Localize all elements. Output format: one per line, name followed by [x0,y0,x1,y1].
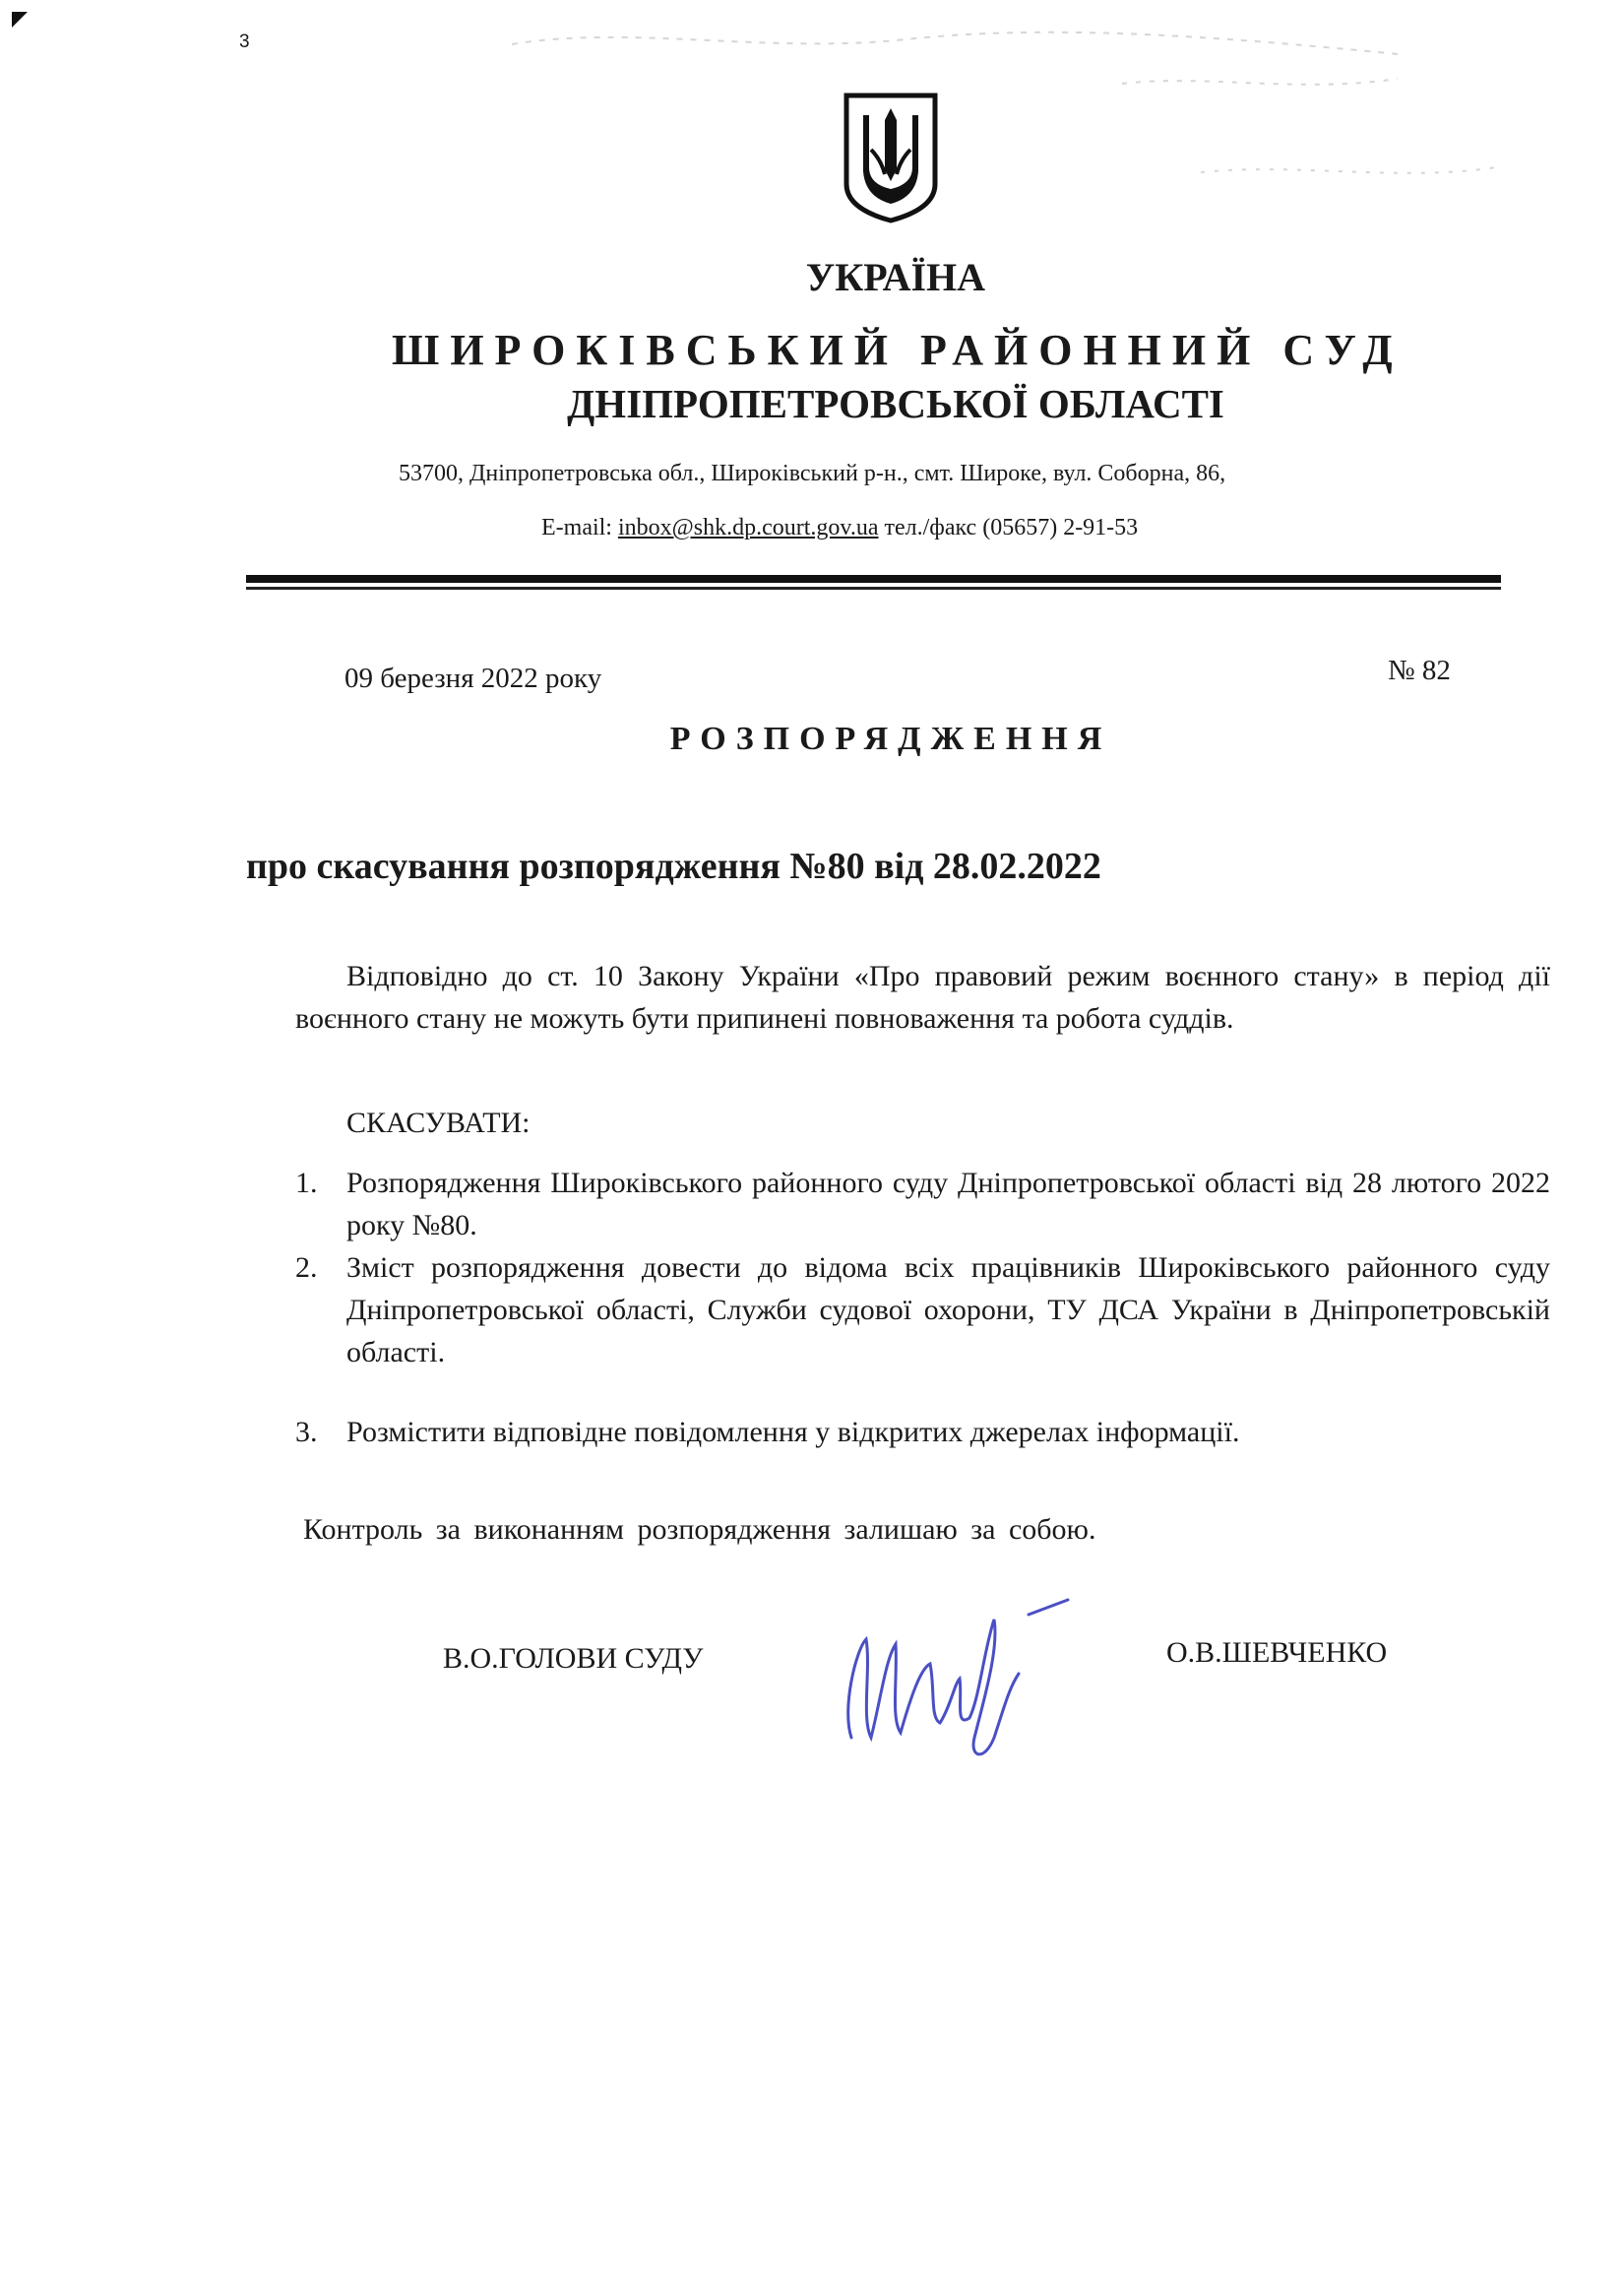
signer-name: О.В.ШЕВЧЕНКО [1166,1636,1388,1669]
document-date: 09 березня 2022 року [344,663,602,694]
item-number: 2. [295,1251,318,1284]
handwritten-signature [837,1590,1073,1767]
email-link[interactable]: inbox@shk.dp.court.gov.ua [617,515,879,540]
document-type: РОЗПОРЯДЖЕННЯ [669,721,1112,757]
cancel-heading: СКАСУВАТИ: [346,1107,531,1139]
document-number: № 82 [1388,655,1451,686]
court-contact [541,515,1138,541]
item-number: 3. [295,1416,318,1448]
page-number: 3 [239,32,250,52]
signer-role: В.О.ГОЛОВИ СУДУ [443,1642,704,1675]
item-text: Розпорядження Широківського районного суду Дніпропетровської області від 28 лютого 2022 року №80. [346,1167,1550,1241]
court-name-line1: ШИРОКІВСЬКИЙ РАЙОННИЙ СУД [392,326,1404,374]
country-heading: УКРАЇНА [805,255,986,299]
court-address: 53700, Дніпропетровська обл., Широківський р-н., смт. Широке, вул. Соборна, 86, [399,461,1226,486]
preamble-paragraph: Відповідно до ст. 10 Закону України «Про правовий режим воєнного стану» в період дії воєнного стану не можуть бути припинені повноваження та робота суддів. [295,960,1550,1035]
list-item [295,1162,1550,1246]
item-number: 1. [295,1167,318,1199]
coat-of-arms-trident-icon [842,91,940,223]
list-item [295,1411,1550,1453]
list-item [295,1246,1550,1373]
phone-fax: тел./факс (05657) 2-91-53 [884,515,1139,540]
item-text: Зміст розпорядження довести до відома всіх працівників Широківського районного суду Дніпропетровської області, Служби судової охорони, ТУ ДСА України в Дніпропетровській області. [346,1251,1550,1368]
control-clause: Контроль за виконанням розпорядження залишаю за собою. [303,1513,1096,1546]
email-label: E-mail: [541,515,612,540]
faint-handwritten-notes [512,25,1555,261]
scan-corner-mark [12,12,28,28]
header-divider [246,575,1501,590]
court-name-line2: ДНІПРОПЕТРОВСЬКОЇ ОБЛАСТІ [567,381,1224,426]
item-text: Розмістити відповідне повідомлення у відкритих джерелах інформації. [346,1416,1240,1448]
order-list [295,1162,1550,1453]
document-title: про скасування розпорядження №80 від 28.02.2022 [246,846,1101,887]
